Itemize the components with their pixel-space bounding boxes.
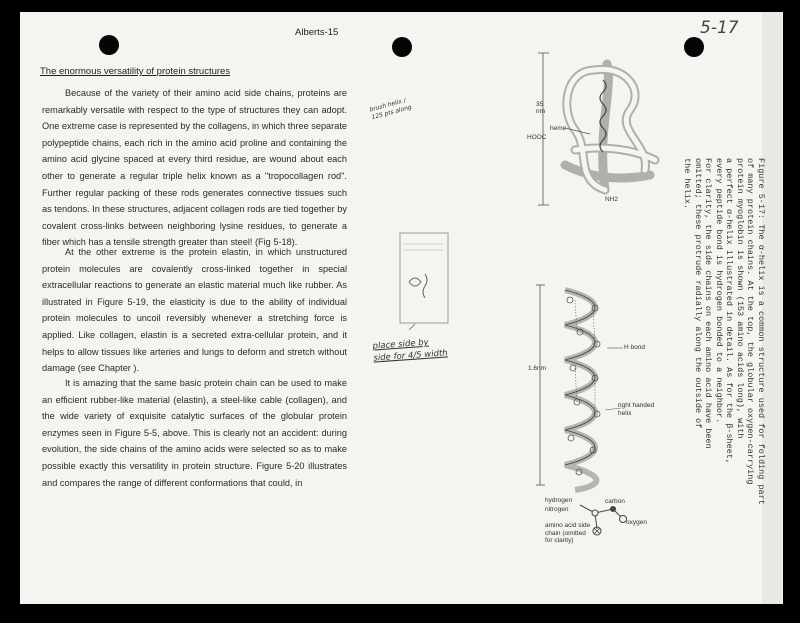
body-paragraph: It is amazing that the same basic protein chain can be used to make an efficient rubber-like material (elastin), a steel-like cable (collagen), and the wide variety of exquisite catalytic surfaces of the globular protein enzymes seen in Figure 5-5, above. This is clearly not an accident: during evolution, the side chains of the amino acids were selected so as to make possible exactly this versatility in protein structure. Figure 5-20 illustrates and compares the range of different conformations that could, in (42, 378, 347, 488)
cooh-label: HOOC (527, 134, 547, 141)
caption-line: of many protein chains. At the top, the globular oxygen-carrying (745, 158, 756, 485)
section-title: The enormous versatility of protein structures (40, 66, 231, 77)
punch-hole (392, 37, 412, 57)
body-paragraph: Because of the variety of their amino acid side chains, proteins are remarkably versatile with respect to the type of structures they can adopt. One extreme case is represented by the collagens, in which three separate polypeptide chains, each rich in the amino acid proline and containing the amino acid glycine spaced at every third residue, are wound about each other to generate a regular triple helix known as a "tropocollagen rod". Further regular packing of these rods generates connective tissues such as tendons. In these structures, adjacent collagen rods are tied together by covalent cross-links between neighboring lysine residues, to generate a fiber which has a tensile strength greater than steel! (Fig 5-18). (42, 88, 347, 248)
caption-line: omitted; these protrude radially along the outside of (693, 158, 703, 429)
alpha-helix-illustration (535, 280, 645, 495)
caption-line: Figure 5-17: The α-helix is a common structure used for folding part (756, 158, 766, 505)
caption-line: every peptide bond is hydrogen bonded to a neighbor. (714, 158, 724, 424)
scale-label: 35 nm (536, 101, 546, 115)
punch-hole (684, 37, 704, 57)
helix-scale-label: 1.6nm (528, 365, 547, 372)
handwritten-page-number: 5-17 (700, 18, 739, 38)
nh2-label: NH2 (605, 196, 619, 203)
page-header: Alberts-15 (295, 27, 339, 38)
handwritten-note-place-side: place side by side for 4/5 width (372, 337, 449, 364)
hydrogen-label: hydrogen (545, 497, 573, 504)
punch-hole (99, 35, 119, 55)
nitrogen-label: nitrogen (545, 506, 569, 513)
caption-line: the helix. (682, 158, 693, 210)
caption-line: a perfect α-helix illustrated in detail. As for the β-sheet, (724, 158, 735, 465)
heme-label: heme (550, 125, 567, 132)
figure-caption (620, 280, 623, 440)
oxygen-label: oxygen (626, 519, 647, 526)
handwritten-note: brush helix / 125 pts along (368, 97, 413, 122)
carbon-label: carbon (605, 498, 625, 505)
caption-line: protein myoglobin is shown (153 amino acids long), with (735, 158, 745, 439)
side-chain-label: amino acid side chain (omitted for clarity) (545, 522, 591, 544)
h-bond-label: H bond (624, 344, 645, 351)
caption-line: For clarity, the side chains on each amino acid have been (703, 158, 714, 449)
right-handed-helix-label: right handed helix (618, 402, 655, 417)
body-paragraph: At the other extreme is the protein elastin, in which unstructured protein molecules are covalently cross-linked together in special extracellular reactions to generate an elastic material much like rubber. As illustrated in Figure 5-19, the elasticity is due to the ability of individual protein molecules to uncoil reversibly whenever a stretching force is applied. Like collagen, elastin is a secreted extra-cellular protein, and it helps to allow tissues like arteries and lungs to deform and stretch without damage (see Chapter ). (42, 247, 347, 374)
